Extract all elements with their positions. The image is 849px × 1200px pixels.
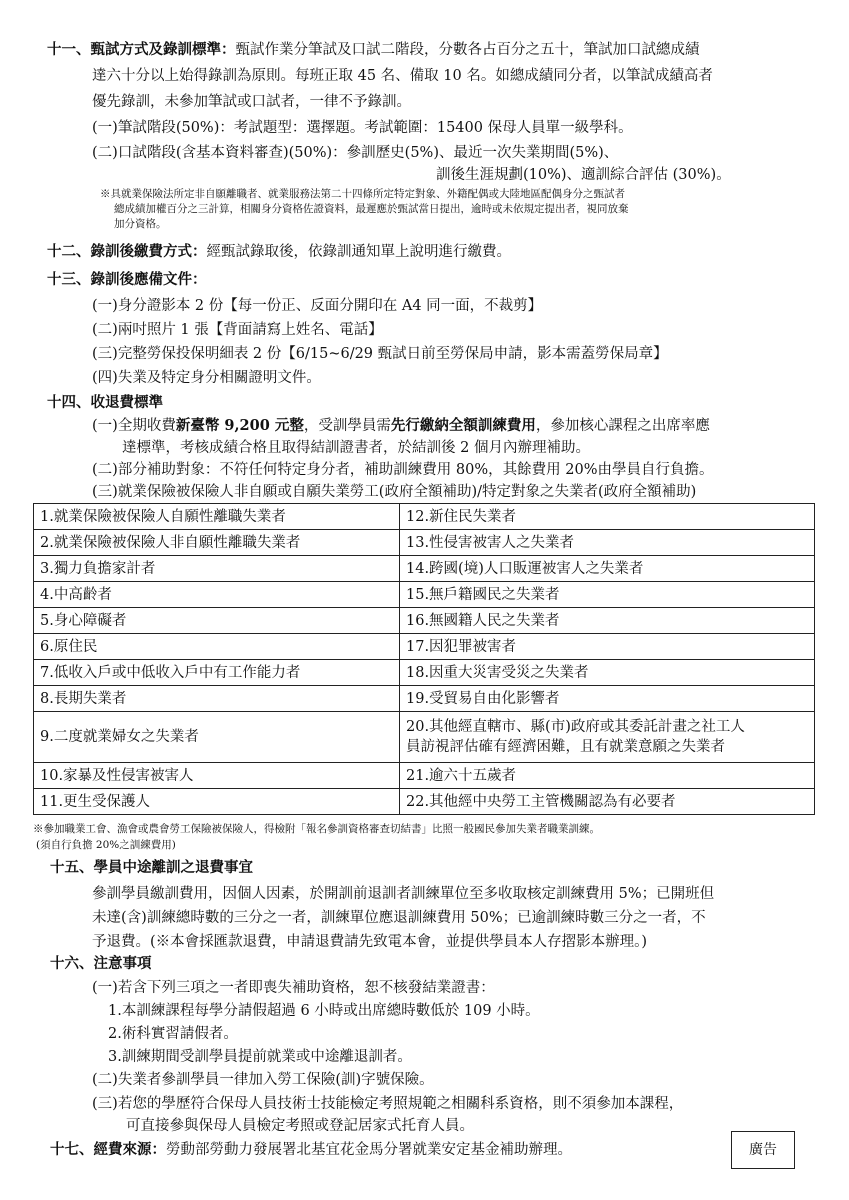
table-cell-right: 16.無國籍人民之失業者 xyxy=(400,608,815,634)
table-cell-left: 6.原住民 xyxy=(34,634,400,660)
table-row xyxy=(34,634,815,660)
section-16-item-3: (三)若您的學歷符合保母人員技術士技能檢定考照規範之相關科系資格，則不須參加本課程， xyxy=(92,1096,684,1112)
section-16-item-1-3: 3.訓練期間受訓學員提前就業或中途離退訓者。 xyxy=(108,1049,412,1065)
table-row xyxy=(34,582,815,608)
table-cell-left: 9.二度就業婦女之失業者 xyxy=(34,712,400,763)
section-11-note-2: 總成績加權百分之三計算，相關身分資格佐證資料，最遲應於甄試當日提出，逾時或未依規定提出者，視同放棄 xyxy=(114,203,629,215)
section-13-item-1: (一)身分證影本 2 份【每一份正、反面分開印在 A4 同一面，不裁剪】 xyxy=(92,298,543,314)
table-cell-left: 7.低收入戶或中低收入戶中有工作能力者 xyxy=(34,660,400,686)
table-cell-left: 2.就業保險被保險人非自願性離職失業者 xyxy=(34,530,400,556)
section-11-line-2: 達六十分以上始得錄訓為原則。每班正取 45 名、備取 10 名。如總成績同分者，以筆試成績高者 xyxy=(92,68,713,84)
table-row xyxy=(34,789,815,815)
table-cell-right: 12.新住民失業者 xyxy=(400,504,815,530)
table-cell-left: 10.家暴及性侵害被害人 xyxy=(34,763,400,789)
table-row xyxy=(34,660,815,686)
table-cell-right: 18.因重大災害受災之失業者 xyxy=(400,660,815,686)
section-14-item-1-cont: 達標準，考核成績合格且取得結訓證書者，於結訓後 2 個月內辦理補助。 xyxy=(122,440,590,456)
section-14-item-2: (二)部分補助對象：不符任何特定身分者，補助訓練費用 80%，其餘費用 20%由學員自行負擔。 xyxy=(92,462,714,478)
table-cell-right: 21.逾六十五歲者 xyxy=(400,763,815,789)
section-15-line-1: 參訓學員繳訓費用，因個人因素，於開訓前退訓者訓練單位至多收取核定訓練費用 5%；已開班但 xyxy=(92,886,715,902)
section-13-item-4: (四)失業及特定身分相關證明文件。 xyxy=(92,370,321,386)
section-12-heading: 十二、錄訓後繳費方式： xyxy=(47,243,207,260)
table-cell-left: 1.就業保險被保險人自願性離職失業者 xyxy=(34,504,400,530)
table-cell-right: 14.跨國(境)人口販運被害人之失業者 xyxy=(400,556,815,582)
table-row xyxy=(34,530,815,556)
table-cell-right xyxy=(400,712,815,763)
fee-amount: 新臺幣 9,200 元整 xyxy=(175,417,304,434)
table-cell-left: 5.身心障礙者 xyxy=(34,608,400,634)
section-13-heading: 十三、錄訓後應備文件： xyxy=(47,271,207,288)
section-11-item-2: (二)口試階段(含基本資料審查)(50%)：參訓歷史(5%)、最近一次失業期間(5%)、 xyxy=(92,145,619,161)
table-row xyxy=(34,556,815,582)
table-cell-left: 3.獨力負擔家計者 xyxy=(34,556,400,582)
section-11-item-2-cont: 訓後生涯規劃(10%)、適訓綜合評估 (30%)。 xyxy=(436,167,731,183)
table-cell-line: 員訪視評估確有經濟困難，且有就業意願之失業者 xyxy=(406,739,725,755)
ad-label-box: 廣告 xyxy=(731,1131,795,1169)
table-row xyxy=(34,504,815,530)
section-17: 十七、經費來源：勞動部勞動力發展署北基宜花金馬分署就業安定基金補助辦理。 xyxy=(50,1141,572,1158)
section-11-note-3: 加分資格。 xyxy=(114,218,167,230)
section-15-line-3: 予退費。(※本會採匯款退費，申請退費請先致電本會，並提供學員本人存摺影本辦理。) xyxy=(92,934,648,950)
section-16-item-1-2: 2.術科實習請假者。 xyxy=(108,1026,238,1042)
table-row xyxy=(34,763,815,789)
section-16-item-3-cont: 可直接參與保母人員檢定考照或登記居家式托育人員。 xyxy=(126,1118,474,1134)
table-cell-right: 22.其他經中央勞工主管機關認為有必要者 xyxy=(400,789,815,815)
section-11-note-1: ※具就業保險法所定非自願離職者、就業服務法第二十四條所定特定對象、外籍配偶或大陸地區配偶身分之甄試者 xyxy=(100,188,625,200)
table-cell-right: 15.無戶籍國民之失業者 xyxy=(400,582,815,608)
section-14-item-3: (三)就業保險被保險人非自願或自願失業勞工(政府全額補助)/特定對象之失業者(政府全額補助) xyxy=(92,484,697,500)
table-note-2: (須自行負擔 20%之訓練費用) xyxy=(36,839,176,851)
section-16-heading: 十六、注意事項 xyxy=(50,955,152,972)
table-row xyxy=(34,608,815,634)
section-11-heading: 十一、甄試方式及錄訓標準： xyxy=(47,41,236,58)
section-13-item-3: (三)完整勞保投保明細表 2 份【6/15~6/29 甄試日前至勞保局申請，影本需蓋勞保局章】 xyxy=(92,346,668,362)
table-row xyxy=(34,712,815,763)
section-11-line-1: 十一、甄試方式及錄訓標準：甄試作業分筆試及口試二階段，分數各占百分之五十，筆試加口試總成績 xyxy=(47,41,700,58)
section-12: 十二、錄訓後繳費方式：經甄試錄取後，依錄訓通知單上說明進行繳費。 xyxy=(47,243,511,260)
section-15-heading: 十五、學員中途離訓之退費事宜 xyxy=(50,859,253,876)
section-14-heading: 十四、收退費標準 xyxy=(47,394,163,411)
table-note-1: ※參加職業工會、漁會或農會勞工保險被保險人，得檢附「報名參訓資格審查切結書」比照一般國民參加失業者職業訓練。 xyxy=(33,823,600,835)
table-row xyxy=(34,686,815,712)
table-cell-right: 13.性侵害被害人之失業者 xyxy=(400,530,815,556)
prepay-notice: 先行繳納全額訓練費用 xyxy=(390,417,536,434)
table-cell-right: 19.受貿易自由化影響者 xyxy=(400,686,815,712)
table-cell-line: 20.其他經直轄市、縣(市)政府或其委託計畫之社工人 xyxy=(406,719,745,735)
section-17-heading: 十七、經費來源： xyxy=(50,1141,166,1158)
table-cell-right: 17.因犯罪被害者 xyxy=(400,634,815,660)
section-16-item-1: (一)若含下列三項之一者即喪失補助資格，恕不核發結業證書： xyxy=(92,980,495,996)
section-16-item-1-1: 1.本訓練課程每學分請假超過 6 小時或出席總時數低於 109 小時。 xyxy=(108,1003,540,1019)
section-16-item-2: (二)失業者參訓學員一律加入勞工保險(訓)字號保險。 xyxy=(92,1072,434,1088)
section-15-line-2: 未達(含)訓練總時數的三分之一者，訓練單位應退訓練費用 50%；已逾訓練時數三分之一者，不 xyxy=(92,910,706,926)
section-13-item-2: (二)兩吋照片 1 張【背面請寫上姓名、電話】 xyxy=(92,322,383,338)
table-cell-left: 8.長期失業者 xyxy=(34,686,400,712)
table-cell-left: 4.中高齡者 xyxy=(34,582,400,608)
section-14-item-1: (一)全期收費新臺幣 9,200 元整，受訓學員需先行繳納全額訓練費用，參加核心課程之出席率應 xyxy=(92,417,710,434)
table-cell-left: 11.更生受保護人 xyxy=(34,789,400,815)
section-11-line-3: 優先錄訓，未參加筆試或口試者，一律不予錄訓。 xyxy=(92,94,411,110)
identity-table xyxy=(33,503,815,815)
section-11-item-1: (一)筆試階段(50%)：考試題型：選擇題。考試範圍：15400 保母人員單一級學科。 xyxy=(92,120,633,136)
